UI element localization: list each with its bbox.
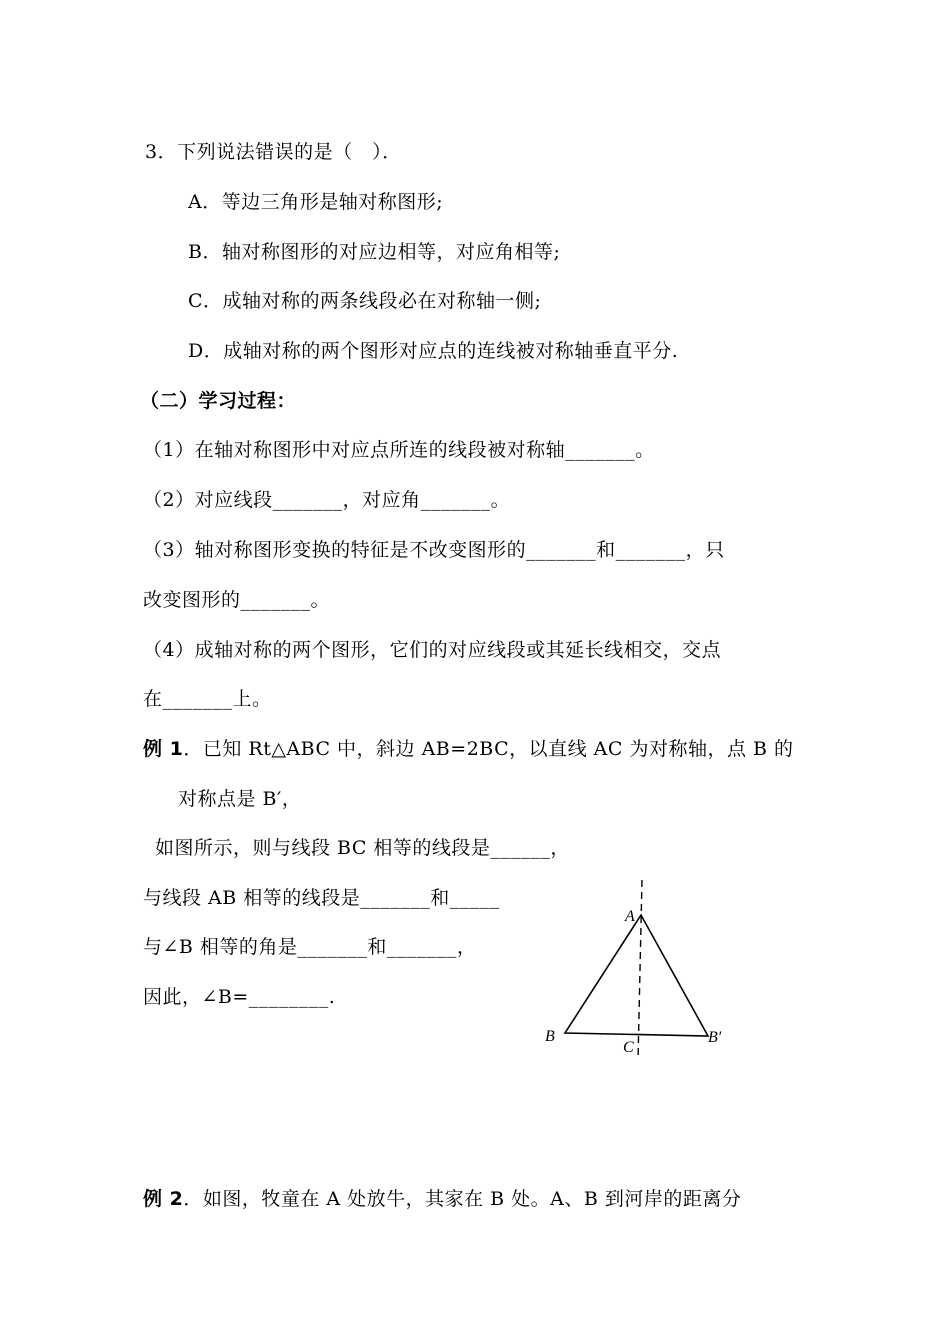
example2-line-1 [143, 1187, 741, 1211]
example1-line-4: 与线段 AB 相等的线段是_______和_____ [143, 887, 500, 909]
process-item-4-line-2: 在_______上。 [143, 688, 272, 710]
process-item-3-line-1: （3）轴对称图形变换的特征是不改变图形的_______和_______，只 [143, 539, 725, 561]
symmetry-axis [638, 880, 642, 1060]
example1-label: 例 1 [143, 738, 184, 760]
q3-option-d: D．成轴对称的两个图形对应点的连线被对称轴垂直平分. [188, 340, 679, 362]
process-item-4-line-1: （4）成轴对称的两个图形，它们的对应线段或其延长线相交，交点 [143, 639, 722, 661]
q3-stem: 3．下列说法错误的是（ ）． [145, 141, 402, 163]
example1-text: ．已知 Rt△ABC 中，斜边 AB=2BC，以直线 AC 为对称轴，点 B 的 [183, 738, 794, 760]
example1-line-3: 如图所示，则与线段 BC 相等的线段是______， [155, 837, 570, 859]
example1-line-1 [143, 737, 794, 761]
q3-option-b: B．轴对称图形的对应边相等，对应角相等; [188, 241, 561, 263]
label-c: C [623, 1039, 634, 1056]
example1-line-5: 与∠B 相等的角是_______和_______， [143, 936, 477, 958]
label-b-prime: B′ [708, 1029, 722, 1046]
example2-text: ．如图，牧童在 A 处放牛，其家在 B 处。A、B 到河岸的距离分 [183, 1188, 742, 1210]
label-b: B [545, 1028, 555, 1045]
process-item-1: （1）在轴对称图形中对应点所连的线段被对称轴_______。 [143, 439, 655, 461]
triangle [565, 915, 708, 1036]
q3-option-c: C．成轴对称的两条线段必在对称轴一侧; [188, 290, 542, 312]
process-item-3-line-2: 改变图形的_______。 [143, 589, 331, 611]
q3-option-a: A．等边三角形是轴对称图形; [188, 191, 444, 213]
process-item-2: （2）对应线段_______，对应角_______。 [143, 489, 511, 511]
example1-line-2: 对称点是 B′， [178, 788, 302, 810]
label-a: A [625, 908, 635, 925]
process-heading: （二）学习过程： [140, 390, 297, 412]
triangle-figure [530, 875, 750, 1065]
example2-label: 例 2 [143, 1188, 184, 1210]
example1-line-6: 因此，∠B=________. [143, 986, 336, 1008]
